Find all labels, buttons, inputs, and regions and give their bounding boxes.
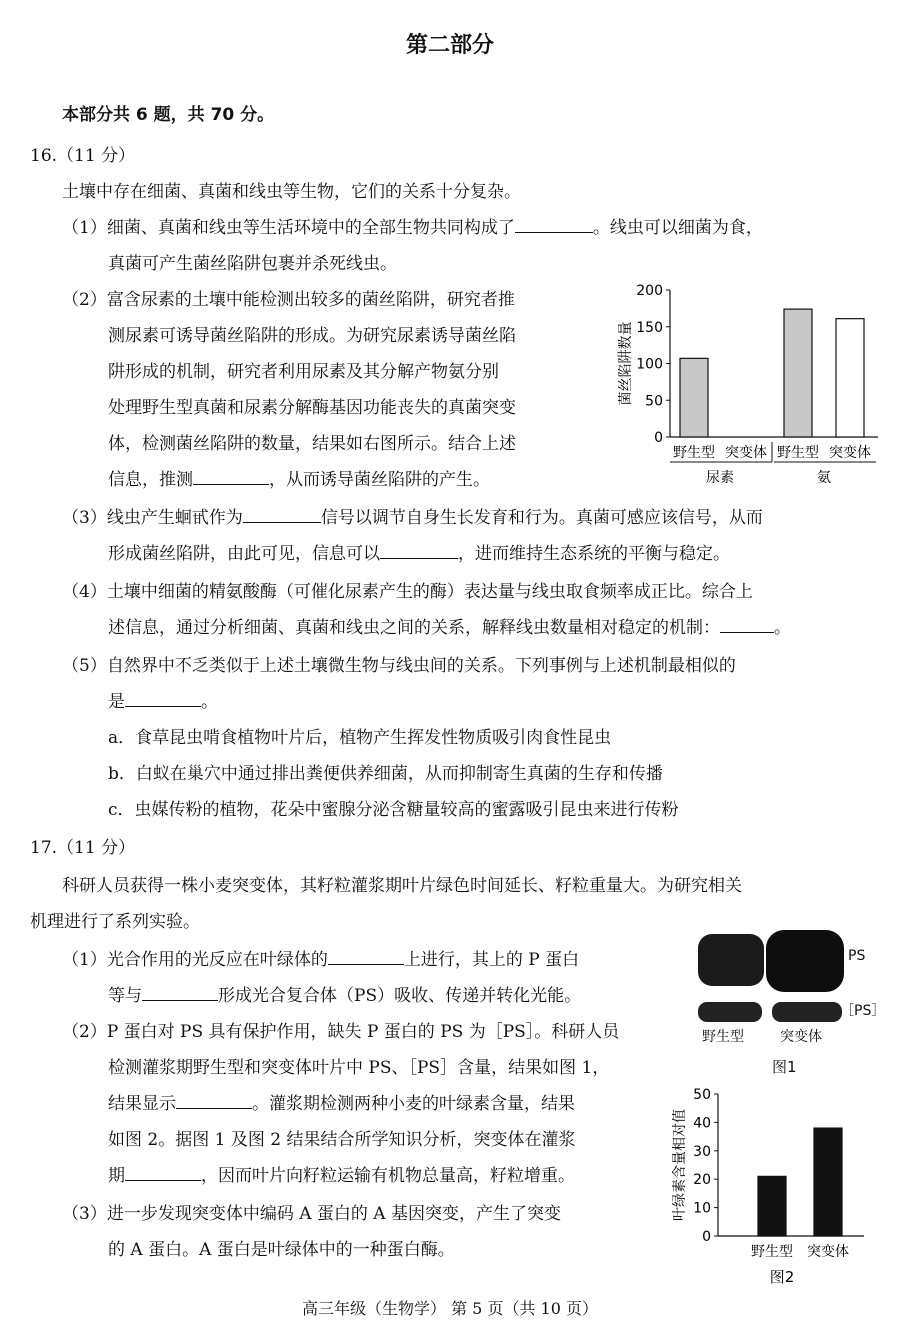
bar	[758, 1176, 786, 1236]
q17-part2-text-c: 期	[108, 1166, 125, 1186]
q16-part2-line1: （2）富含尿素的土壤中能检测出较多的菌丝陷阱，研究者推	[62, 290, 515, 310]
q17-part3-line2: 的 A 蛋白。A 蛋白是叶绿体中的一种蛋白酶。	[108, 1240, 455, 1260]
y-tick-label: 30	[693, 1143, 711, 1160]
q16-part2-line6	[108, 465, 490, 490]
q16-part2-line3: 阱形成的机制，研究者利用尿素及其分解产物氨分别	[108, 362, 499, 382]
q16-stem: 土壤中存在细菌、真菌和线虫等生物，它们的关系十分复杂。	[62, 182, 521, 202]
answer-blank[interactable]	[125, 1166, 201, 1181]
x-tick-label: 突变体	[807, 1244, 849, 1260]
y-tick-label: 0	[702, 1229, 711, 1245]
q16-part3-line1	[62, 503, 763, 528]
blot-band-ps-mutant	[766, 930, 844, 992]
q17-part1-line2	[108, 981, 581, 1006]
answer-blank[interactable]	[193, 470, 269, 485]
q16-part3-text-c: 形成菌丝陷阱，由此可见，信息可以	[108, 544, 380, 564]
q16-part3-text-a: （3）线虫产生蛔甙作为	[62, 508, 243, 528]
blot-lane-mutant: 突变体	[780, 1029, 822, 1045]
q17-stem-line1: 科研人员获得一株小麦突变体，其籽粒灌浆期叶片绿色时间延长、籽粒重量大。为研究相关	[62, 876, 742, 896]
section-intro: 本部分共 6 题，共 70 分。	[62, 105, 275, 125]
q16-part1-line2: 真菌可产生菌丝陷阱包裹并杀死线虫。	[108, 254, 397, 274]
bar	[784, 309, 812, 437]
y-tick-label: 50	[645, 393, 663, 410]
blot-band-ps-wild	[698, 934, 764, 986]
blot-lane-wild: 野生型	[702, 1029, 744, 1045]
option-c[interactable]: c．虫媒传粉的植物，花朵中蜜腺分泌含糖量较高的蜜露吸引昆虫来进行传粉	[108, 800, 679, 820]
q16-part4-text-a: 述信息，通过分析细菌、真菌和线虫之间的关系，解释线虫数量相对稳定的机制：	[108, 618, 720, 638]
q16-part3-line2	[108, 539, 730, 564]
y-tick-label: 200	[636, 283, 663, 299]
y-axis-label: 叶绿素含量相对值	[672, 1109, 688, 1221]
q16-part1-text-b: 。线虫可以细菌为食，	[592, 218, 763, 238]
q17-part2-text-b: 。灌浆期检测两种小麦的叶绿素含量，结果	[252, 1094, 575, 1114]
q16-part2-line4: 处理野生型真菌和尿素分解酶基因功能丧失的真菌突变	[108, 398, 516, 418]
q16-part4-text-b: 。	[774, 618, 791, 638]
x-tick-label: 突变体	[829, 445, 871, 461]
q16-part5-text-a: 是	[108, 692, 125, 712]
x-tick-label: 突变体	[725, 445, 767, 461]
figure2-caption: 图2	[769, 1268, 795, 1286]
y-tick-label: 150	[636, 319, 663, 336]
q16-part2-line2: 测尿素可诱导菌丝陷阱的形成。为研究尿素诱导菌丝陷	[108, 326, 516, 346]
q17-part1-text-d: 形成光合复合体（PS）吸收、传递并转化光能。	[218, 986, 582, 1006]
q16-part2-line5: 体，检测菌丝陷阱的数量，结果如右图所示。结合上述	[108, 434, 516, 454]
y-tick-label: 40	[693, 1115, 711, 1132]
y-tick-label: 0	[654, 430, 663, 446]
q17-part1-text-a: （1）光合作用的光反应在叶绿体的	[62, 950, 328, 970]
answer-blank[interactable]	[720, 618, 774, 633]
q17-header: 17.（11 分）	[30, 838, 136, 858]
bar	[680, 358, 708, 437]
q17-part2-text-d: ，因而叶片向籽粒运输有机物总量高，籽粒增重。	[201, 1166, 575, 1186]
blot-label-ps-bracket: ［PS］	[840, 1003, 886, 1019]
q16-part1-line1	[62, 213, 763, 238]
q16-part2-text-b: ，从而诱导菌丝陷阱的产生。	[269, 470, 490, 490]
y-tick-label: 100	[636, 356, 663, 373]
y-tick-label: 20	[693, 1172, 711, 1189]
chlorophyll-chart	[672, 1082, 882, 1290]
blot-band-psb-wild	[698, 1002, 762, 1022]
q16-part4-line1: （4）土壤中细菌的精氨酸酶（可催化尿素产生的酶）表达量与线虫取食频率成正比。综合上	[62, 582, 753, 602]
q16-part2-text-a: 信息，推测	[108, 470, 193, 490]
q16-part5-line1: （5）自然界中不乏类似于上述土壤微生物与线虫间的关系。下列事例与上述机制最相似的	[62, 656, 736, 676]
western-blot-figure	[690, 926, 890, 1076]
q17-part2-line2: 检测灌浆期野生型和突变体叶片中 PS、［PS］含量，结果如图 1，	[108, 1058, 610, 1078]
bar	[836, 319, 864, 437]
x-tick-label: 野生型	[751, 1244, 793, 1260]
answer-blank[interactable]	[328, 950, 404, 965]
q17-part1-line1	[62, 945, 579, 970]
bar	[814, 1128, 842, 1236]
q16-part5-line2	[108, 687, 218, 712]
answer-blank[interactable]	[515, 218, 593, 233]
blot-band-psb-mutant	[772, 1002, 842, 1022]
group-label-urea: 尿素	[706, 470, 734, 486]
page-footer: 高三年级（生物学） 第 5 页（共 10 页）	[302, 1299, 598, 1318]
answer-blank[interactable]	[243, 508, 321, 523]
answer-blank[interactable]	[142, 986, 218, 1001]
y-tick-label: 10	[693, 1200, 711, 1217]
q17-part2-line3	[108, 1089, 575, 1114]
q17-stem-line2: 机理进行了系列实验。	[30, 912, 200, 932]
q17-part2-line1: （2）P 蛋白对 PS 具有保护作用，缺失 P 蛋白的 PS 为［PS］。科研人员	[62, 1022, 620, 1042]
q17-part2-line4: 如图 2。据图 1 及图 2 结果结合所学知识分析，突变体在灌浆	[108, 1130, 576, 1150]
q16-part1-text-a: （1）细菌、真菌和线虫等生活环境中的全部生物共同构成了	[62, 218, 515, 238]
figure1-caption: 图1	[772, 1058, 797, 1076]
q17-part2-text-a: 结果显示	[108, 1094, 176, 1114]
answer-blank[interactable]	[125, 692, 201, 707]
q17-part1-text-b: 上进行，其上的 P 蛋白	[403, 950, 580, 970]
answer-blank[interactable]	[380, 544, 458, 559]
answer-blank[interactable]	[176, 1094, 252, 1109]
section-title: 第二部分	[405, 33, 494, 58]
q17-part1-text-c: 等与	[108, 986, 142, 1006]
y-axis-label: 菌丝陷阱数量	[618, 321, 634, 406]
x-tick-label: 野生型	[777, 445, 819, 461]
q16-part3-text-d: ，进而维持生态系统的平衡与稳定。	[458, 544, 730, 564]
y-tick-label: 50	[693, 1087, 711, 1103]
option-a[interactable]: a．食草昆虫啃食植物叶片后，植物产生挥发性物质吸引肉食性昆虫	[108, 728, 612, 748]
x-tick-label: 野生型	[673, 445, 715, 461]
q16-part3-text-b: 信号以调节自身生长发育和行为。真菌可感应该信号，从而	[320, 508, 763, 528]
q16-part4-line2	[108, 613, 791, 638]
group-label-ammonia: 氨	[817, 470, 831, 486]
blot-label-ps: PS	[848, 948, 866, 964]
q17-part2-line5	[108, 1161, 575, 1186]
hyphal-trap-chart	[612, 282, 882, 492]
q16-header: 16.（11 分）	[30, 146, 136, 166]
q17-part3-line1: （3）进一步发现突变体中编码 A 蛋白的 A 基因突变，产生了突变	[62, 1204, 561, 1224]
option-b[interactable]: b．白蚁在巢穴中通过排出粪便供养细菌，从而抑制寄生真菌的生存和传播	[108, 764, 663, 784]
q16-part5-text-b: 。	[201, 692, 218, 712]
